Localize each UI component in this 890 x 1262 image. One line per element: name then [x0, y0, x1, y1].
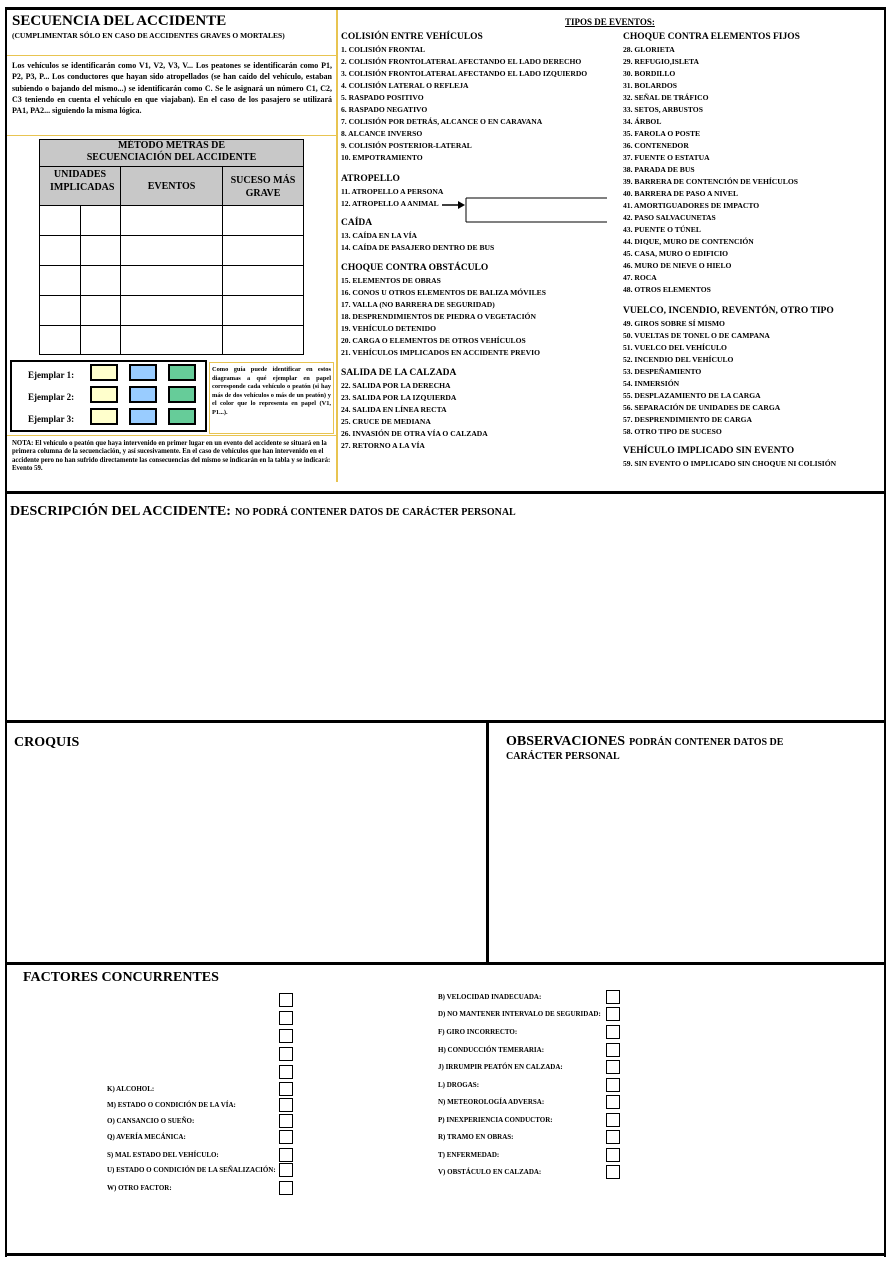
factor-label: U) ESTADO O CONDICIÓN DE LA SEÑALIZACIÓN: — [107, 1166, 276, 1174]
event-item: 7. COLISIÓN POR DETRÁS, ALCANCE O EN CARAVANA — [341, 117, 543, 126]
yellow-divider-2 — [7, 135, 336, 136]
sequence-subtitle: (CUMPLIMENTAR SÓLO EN CASO DE ACCIDENTES GRAVES O MORTALES) — [12, 31, 285, 40]
grid-cell[interactable] — [80, 265, 121, 296]
event-item: 59. SIN EVENTO O IMPLICADO SIN CHOQUE NI COLISIÓN — [623, 459, 837, 468]
swatch-green[interactable] — [168, 408, 196, 425]
event-item: 2. COLISIÓN FRONTOLATERAL AFECTANDO EL LADO DERECHO — [341, 57, 582, 66]
event-item: 44. DIQUE, MURO DE CONTENCIÓN — [623, 237, 754, 246]
method-title-cell — [39, 139, 304, 167]
col-events-cell — [120, 166, 223, 206]
factor-checkbox[interactable] — [279, 1047, 293, 1061]
factor-checkbox[interactable] — [606, 1007, 620, 1021]
grid-cell[interactable] — [39, 235, 81, 266]
event-item: 29. REFUGIO,ISLETA — [623, 57, 700, 66]
event-item: 46. MURO DE NIEVE O HIELO — [623, 261, 732, 270]
event-item: 4. COLISIÓN LATERAL O REFLEJA — [341, 81, 469, 90]
event-item: 18. DESPRENDIMIENTOS DE PIEDRA O VEGETACIÓN — [341, 312, 536, 321]
sequence-note: NOTA: El vehículo o peatón que haya intervenido en primer lugar en un evento del accidente se situará en la primera columna de la secuenciación, y así sucesivamente. En el caso de vehículos que han intervenido en el accidente pero no han sufrido directamente las consecuencias del mismo se indicarán en la tabla y se indicará: Evento 59. — [12, 440, 331, 473]
event-item: 9. COLISIÓN POSTERIOR-LATERAL — [341, 141, 472, 150]
factor-checkbox[interactable] — [606, 1148, 620, 1162]
event-item: 11. ATROPELLO A PERSONA — [341, 187, 444, 196]
group-heading: CHOQUE CONTRA ELEMENTOS FIJOS — [623, 32, 800, 42]
swatch-green[interactable] — [168, 386, 196, 403]
grid-cell[interactable] — [39, 265, 81, 296]
group-heading: ATROPELLO — [341, 174, 400, 184]
divider-croquis-observations — [486, 720, 489, 964]
event-item: 26. INVASIÓN DE OTRA VÍA O CALZADA — [341, 429, 488, 438]
event-item: 30. BORDILLO — [623, 69, 676, 78]
factor-checkbox[interactable] — [606, 1165, 620, 1179]
example-label-3: Ejemplar 3: — [28, 414, 75, 424]
event-item: 57. DESPRENDIMIENTO DE CARGA — [623, 415, 752, 424]
grid-cell[interactable] — [120, 265, 223, 296]
yellow-divider-3 — [7, 435, 336, 436]
factor-checkbox[interactable] — [606, 1025, 620, 1039]
group-heading: CHOQUE CONTRA OBSTÁCULO — [341, 263, 489, 273]
example-label-1: Ejemplar 1: — [28, 370, 75, 380]
event-item: 19. VEHÍCULO DETENIDO — [341, 324, 437, 333]
method-title: MÉTODO METRAS DE SECUENCIACIÓN DEL ACCIDENTE — [86, 140, 257, 163]
event-item: 25. CRUCE DE MEDIANA — [341, 417, 431, 426]
event-item: 52. INCENDIO DEL VEHÍCULO — [623, 355, 734, 364]
description-header — [10, 502, 516, 520]
factor-label: P) INEXPERIENCIA CONDUCTOR: — [438, 1116, 553, 1124]
observations-header — [506, 735, 836, 763]
event-item: 42. PASO SALVACUNETAS — [623, 213, 716, 222]
yellow-divider-vertical — [336, 10, 338, 482]
event-item: 55. DESPLAZAMIENTO DE LA CARGA — [623, 391, 761, 400]
event-item: 10. EMPOTRAMIENTO — [341, 153, 423, 162]
event-item: 33. SETOS, ARBUSTOS — [623, 105, 703, 114]
grid-cell[interactable] — [222, 205, 304, 236]
event-item: 39. BARRERA DE CONTENCIÓN DE VEHÍCULOS — [623, 177, 798, 186]
croquis-title: CROQUIS — [14, 735, 80, 750]
event-item: 1. COLISIÓN FRONTAL — [341, 45, 426, 54]
event-item: 20. CARGA O ELEMENTOS DE OTROS VEHÍCULOS — [341, 336, 526, 345]
event-item: 49. GIROS SOBRE SÍ MISMO — [623, 319, 725, 328]
swatch-blue[interactable] — [129, 408, 157, 425]
grid-cell[interactable] — [120, 295, 223, 326]
group-heading: VUELCO, INCENDIO, REVENTÓN, OTRO TIPO — [623, 306, 834, 316]
factor-checkbox[interactable] — [279, 1181, 293, 1195]
event-item: 40. BARRERA DE PASO A NIVEL — [623, 189, 739, 198]
event-item: 24. SALIDA EN LÍNEA RECTA — [341, 405, 447, 414]
event-item: 37. FUENTE O ESTATUA — [623, 153, 710, 162]
arrow-icon — [442, 197, 612, 225]
grid-cell[interactable] — [80, 295, 121, 326]
event-item: 28. GLORIETA — [623, 45, 675, 54]
factor-label: T) ENFERMEDAD: — [438, 1151, 500, 1159]
grid-cell[interactable] — [80, 325, 121, 355]
factor-label: J) IRRUMPIR PEATÓN EN CALZADA: — [438, 1063, 563, 1071]
event-item: 5. RASPADO POSITIVO — [341, 93, 424, 102]
swatch-yellow[interactable] — [90, 386, 118, 403]
event-item: 13. CAÍDA EN LA VÍA — [341, 231, 418, 240]
event-item: 8. ALCANCE INVERSO — [341, 129, 423, 138]
grid-cell[interactable] — [222, 325, 304, 355]
event-item: 32. SEÑAL DE TRÁFICO — [623, 93, 709, 102]
grid-cell[interactable] — [39, 205, 81, 236]
event-item: 3. COLISIÓN FRONTOLATERAL AFECTANDO EL LADO IZQUIERDO — [341, 69, 588, 78]
event-item: 21. VEHÍCULOS IMPLICADOS EN ACCIDENTE PREVIO — [341, 348, 541, 357]
event-item: 23. SALIDA POR LA IZQUIERDA — [341, 393, 457, 402]
event-item: 36. CONTENEDOR — [623, 141, 689, 150]
description-area[interactable] — [8, 524, 883, 718]
description-title: DESCRIPCIÓN DEL ACCIDENTE: — [10, 504, 231, 519]
observations-title: OBSERVACIONES — [506, 734, 626, 749]
grid-cell[interactable] — [222, 265, 304, 296]
grid-cell[interactable] — [120, 235, 223, 266]
grid-cell[interactable] — [39, 295, 81, 326]
factor-checkbox[interactable] — [606, 1078, 620, 1092]
frame-top — [6, 7, 886, 10]
factor-checkbox[interactable] — [279, 1148, 293, 1162]
event-item: 48. OTROS ELEMENTOS — [623, 285, 711, 294]
col-severe-cell — [222, 166, 304, 206]
factor-label: B) VELOCIDAD INADECUADA: — [438, 993, 542, 1001]
factor-label: N) METEOROLOGÍA ADVERSA: — [438, 1098, 545, 1106]
swatch-yellow[interactable] — [90, 408, 118, 425]
factor-label: K) ALCOHOL: — [107, 1085, 155, 1093]
factor-checkbox[interactable] — [606, 1095, 620, 1109]
swatch-yellow[interactable] — [90, 364, 118, 381]
factor-label: D) NO MANTENER INTERVALO DE SEGURIDAD: — [438, 1010, 601, 1018]
frame-bottom — [6, 1253, 886, 1256]
guide-box — [209, 362, 334, 434]
factor-label: M) ESTADO O CONDICIÓN DE LA VÍA: — [107, 1101, 236, 1109]
grid-cell[interactable] — [80, 205, 121, 236]
col-severe: SUCESO MÁS GRAVE — [230, 175, 296, 199]
factor-checkbox[interactable] — [279, 993, 293, 1007]
divider-description — [6, 491, 886, 494]
event-item: 41. AMORTIGUADORES DE IMPACTO — [623, 201, 760, 210]
factor-label: S) MAL ESTADO DEL VEHÍCULO: — [107, 1151, 219, 1159]
event-item: 53. DESPEÑAMIENTO — [623, 367, 702, 376]
col-events: EVENTOS — [147, 181, 196, 192]
event-item: 6. RASPADO NEGATIVO — [341, 105, 428, 114]
grid-cell[interactable] — [222, 235, 304, 266]
factor-checkbox[interactable] — [606, 1043, 620, 1057]
sequence-instructions: Los vehículos se identificarán como V1, V2, V3, V... Los peatones se identificarán como P1, P2, P3, P... Los conductores que hayan sido atropellados (se han caído del vehículo, estaban subiendo o bajando del mismo...) se identificarán como C. Se le asignará un número C1, C2, C3 teniendo en cuenta el vehículo en que viajaban). En el caso de los pasajero se utilizará PA1, PA2... siguiendo la misma lógica. — [12, 61, 332, 116]
examples-box — [10, 360, 207, 432]
grid-cell[interactable] — [80, 235, 121, 266]
event-item: 43. PUENTE O TÚNEL — [623, 225, 701, 234]
factor-checkbox[interactable] — [606, 1113, 620, 1127]
col-units-cell — [39, 166, 121, 206]
grid-cell[interactable] — [222, 295, 304, 326]
divider-factors — [6, 962, 886, 965]
observations-area[interactable] — [492, 770, 882, 960]
factor-checkbox[interactable] — [279, 1163, 293, 1177]
divider-croquis — [6, 720, 886, 723]
swatch-green[interactable] — [168, 364, 196, 381]
event-item: 58. OTRO TIPO DE SUCESO — [623, 427, 722, 436]
grid-cell[interactable] — [39, 325, 81, 355]
factor-checkbox[interactable] — [279, 1130, 293, 1144]
sequence-title: SECUENCIA DEL ACCIDENTE — [12, 13, 227, 29]
factor-checkbox[interactable] — [279, 1029, 293, 1043]
event-item: 47. ROCA — [623, 273, 657, 282]
factor-label: O) CANSANCIO O SUEÑO: — [107, 1117, 195, 1125]
guide-text: Como guía puede identificar en estos diagramas a qué ejemplar en papel corresponde cada vehículo o peatón (si hay más de dos vehículos o más de un peatón) y el color que lo representa en papel (V1, P1...). — [212, 366, 331, 416]
grid-cell[interactable] — [120, 205, 223, 236]
factor-label: Q) AVERÍA MECÁNICA: — [107, 1133, 186, 1141]
event-item: 17. VALLA (NO BARRERA DE SEGURIDAD) — [341, 300, 495, 309]
factor-checkbox[interactable] — [606, 1130, 620, 1144]
group-heading: VEHÍCULO IMPLICADO SIN EVENTO — [623, 446, 795, 456]
factor-label: F) GIRO INCORRECTO: — [438, 1028, 518, 1036]
factor-checkbox[interactable] — [279, 1082, 293, 1096]
yellow-divider-1 — [7, 55, 336, 56]
event-item: 34. ÁRBOL — [623, 117, 662, 126]
event-item: 45. CASA, MURO O EDIFICIO — [623, 249, 729, 258]
event-item: 56. SEPARACIÓN DE UNIDADES DE CARGA — [623, 403, 781, 412]
frame-left — [5, 7, 7, 1257]
factor-label: L) DROGAS: — [438, 1081, 480, 1089]
group-heading: CAÍDA — [341, 218, 373, 228]
factor-checkbox[interactable] — [279, 1114, 293, 1128]
frame-right — [884, 7, 886, 1257]
group-heading: SALIDA DE LA CALZADA — [341, 368, 457, 378]
swatch-blue[interactable] — [129, 386, 157, 403]
event-item: 31. BOLARDOS — [623, 81, 678, 90]
factor-checkbox[interactable] — [279, 1065, 293, 1079]
croquis-area[interactable] — [8, 756, 484, 960]
event-item: 14. CAÍDA DE PASAJERO DENTRO DE BUS — [341, 243, 495, 252]
factors-title: FACTORES CONCURRENTES — [23, 970, 219, 985]
events-title: TIPOS DE EVENTOS: — [565, 17, 655, 27]
col-units: UNIDADES IMPLICADAS — [50, 169, 115, 193]
event-item: 35. FAROLA O POSTE — [623, 129, 701, 138]
event-item: 27. RETORNO A LA VÍA — [341, 441, 425, 450]
event-item: 51. VUELCO DEL VEHÍCULO — [623, 343, 727, 352]
example-label-2: Ejemplar 2: — [28, 392, 75, 402]
event-item: 54. INMERSIÓN — [623, 379, 680, 388]
factor-checkbox[interactable] — [279, 1011, 293, 1025]
group-heading: COLISIÓN ENTRE VEHÍCULOS — [341, 32, 483, 42]
event-item: 38. PARADA DE BUS — [623, 165, 695, 174]
event-item: 15. ELEMENTOS DE OBRAS — [341, 276, 441, 285]
factor-label: R) TRAMO EN OBRAS: — [438, 1133, 514, 1141]
description-note: NO PODRÁ CONTENER DATOS DE CARÁCTER PERSONAL — [234, 507, 516, 518]
factor-checkbox[interactable] — [606, 990, 620, 1004]
factor-label: H) CONDUCCIÓN TEMERARIA: — [438, 1046, 545, 1054]
event-item: 50. VUELTAS DE TONEL O DE CAMPANA — [623, 331, 770, 340]
swatch-blue[interactable] — [129, 364, 157, 381]
factor-label: V) OBSTÁCULO EN CALZADA: — [438, 1168, 542, 1176]
factor-checkbox[interactable] — [279, 1098, 293, 1112]
observations-note: PODRÁN CONTENER DATOS DE CARÁCTER PERSONAL — [506, 737, 784, 762]
event-item: 16. CONOS U OTROS ELEMENTOS DE BALIZA MÓVILES — [341, 288, 546, 297]
factor-label: W) OTRO FACTOR: — [107, 1184, 172, 1192]
event-item: 12. ATROPELLO A ANIMAL — [341, 199, 439, 208]
event-item: 22. SALIDA POR LA DERECHA — [341, 381, 451, 390]
grid-cell[interactable] — [120, 325, 223, 355]
factor-checkbox[interactable] — [606, 1060, 620, 1074]
